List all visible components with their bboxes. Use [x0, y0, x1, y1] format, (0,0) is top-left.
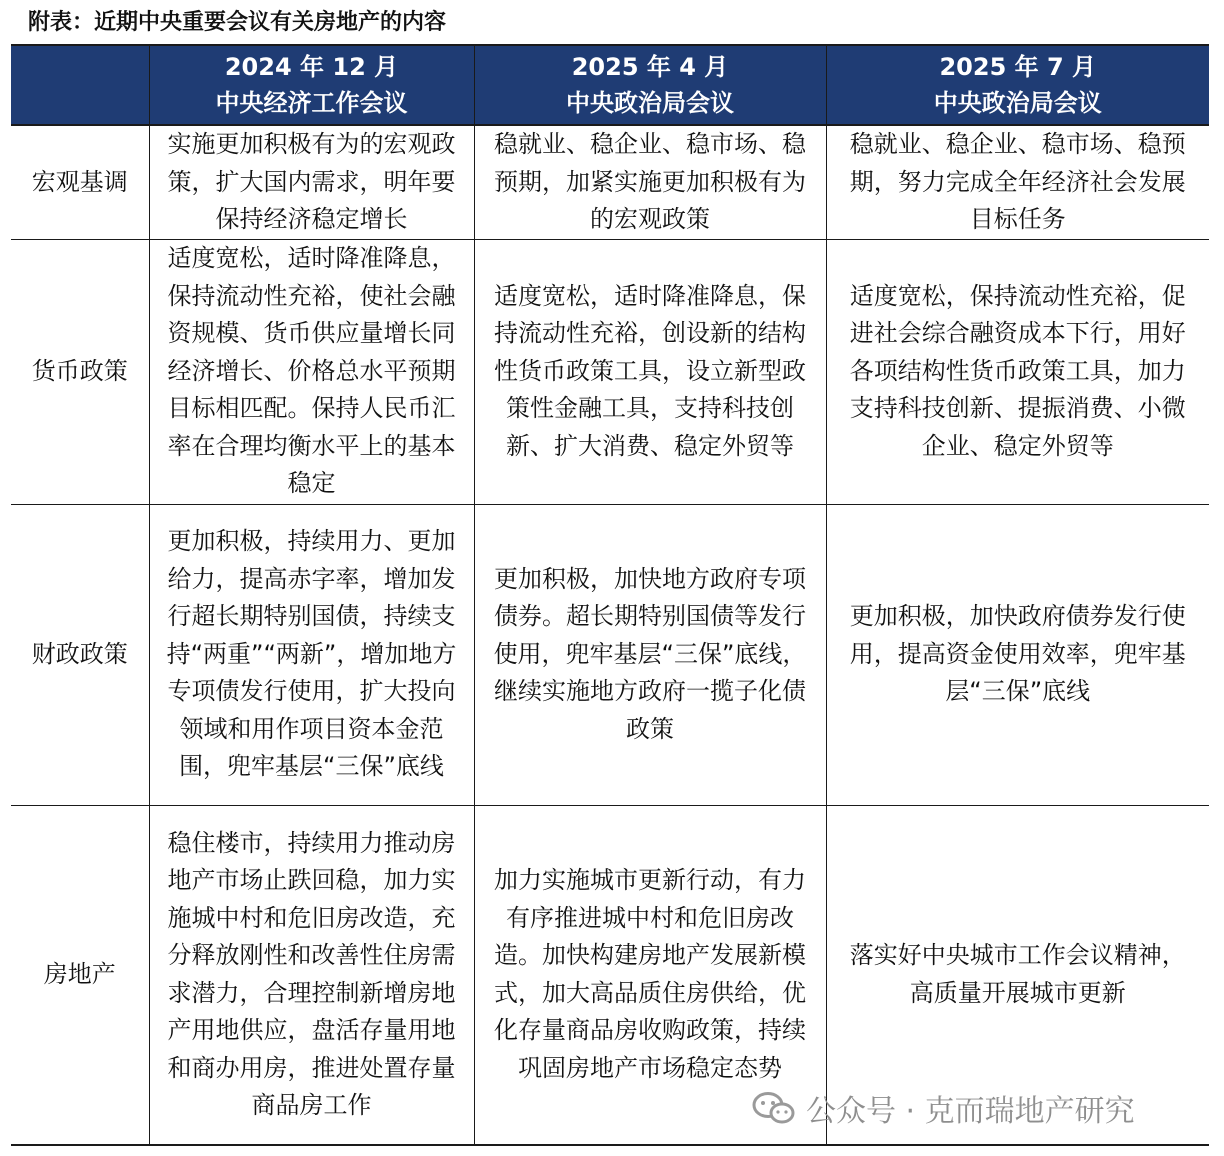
table-cell: 实施更加积极有为的宏观政策，扩大国内需求，明年要保持经济稳定增长: [149, 125, 474, 239]
header-date: 2025 年 7 月: [939, 53, 1097, 81]
table-cell: 稳就业、稳企业、稳市场、稳预期，努力完成全年经济社会发展目标任务: [826, 125, 1209, 239]
header-date: 2025 年 4 月: [571, 53, 729, 81]
watermark: [752, 1086, 1135, 1130]
row-label: 财政政策: [11, 504, 149, 805]
watermark-text: 公众号 · 克而瑞地产研究: [806, 1094, 1135, 1129]
wechat-icon: [752, 1090, 796, 1126]
header-cell-2024-dec: [149, 45, 474, 125]
table-cell: 稳住楼市，持续用力推动房地产市场止跌回稳，加力实施城中村和危旧房改造，充分释放刚性和改善性住房需求潜力，合理控制新增房地产用地供应，盘活存量用地和商办用房，推进处置存量商品房工作: [149, 805, 474, 1145]
table-row-macro-tone: [11, 125, 1209, 239]
table-cell: 适度宽松，适时降准降息，保持流动性充裕，使社会融资规模、货币供应量增长同经济增长、价格总水平预期目标相匹配。保持人民币汇率在合理均衡水平上的基本稳定: [149, 239, 474, 504]
policy-table: [11, 44, 1209, 1146]
header-cell-2025-apr: [474, 45, 826, 125]
table-cell: 更加积极，持续用力、更加给力，提高赤字率，增加发行超长期特别国债，持续支持“两重”“两新”，增加地方专项债发行使用，扩大投向领域和用作项目资本金范围，兜牢基层“三保”底线: [149, 504, 474, 805]
table-header-row: [11, 45, 1209, 125]
header-corner-cell: [11, 45, 149, 125]
row-label: 房地产: [11, 805, 149, 1145]
row-label: 货币政策: [11, 239, 149, 504]
header-cell-2025-jul: [826, 45, 1209, 125]
header-meeting: 中央经济工作会议: [215, 89, 408, 117]
table-cell: 稳就业、稳企业、稳市场、稳预期，加紧实施更加积极有为的宏观政策: [474, 125, 826, 239]
table-cell: 适度宽松，保持流动性充裕，促进社会综合融资成本下行，用好各项结构性货币政策工具，加力支持科技创新、提振消费、小微企业、稳定外贸等: [826, 239, 1209, 504]
table-cell: 落实好中央城市工作会议精神，高质量开展城市更新: [826, 805, 1209, 1145]
header-meeting: 中央政治局会议: [933, 89, 1102, 117]
header-meeting: 中央政治局会议: [566, 89, 734, 117]
header-date: 2024 年 12 月: [224, 53, 399, 81]
table-row-monetary-policy: [11, 239, 1209, 504]
table-cell: 适度宽松，适时降准降息，保持流动性充裕，创设新的结构性货币政策工具，设立新型政策性金融工具，支持科技创新、扩大消费、稳定外贸等: [474, 239, 826, 504]
table-cell: 更加积极，加快政府债券发行使用，提高资金使用效率，兜牢基层“三保”底线: [826, 504, 1209, 805]
table-cell: 加力实施城市更新行动，有力有序推进城中村和危旧房改造。加快构建房地产发展新模式，加大高品质住房供给，优化存量商品房收购政策，持续巩固房地产市场稳定态势: [474, 805, 826, 1145]
table-caption: 附表：近期中央重要会议有关房地产的内容: [28, 9, 447, 35]
table-cell: 更加积极，加快地方政府专项债券。超长期特别国债等发行使用，兜牢基层“三保”底线，继续实施地方政府一揽子化债政策: [474, 504, 826, 805]
table-row-fiscal-policy: [11, 504, 1209, 805]
row-label: 宏观基调: [11, 125, 149, 239]
